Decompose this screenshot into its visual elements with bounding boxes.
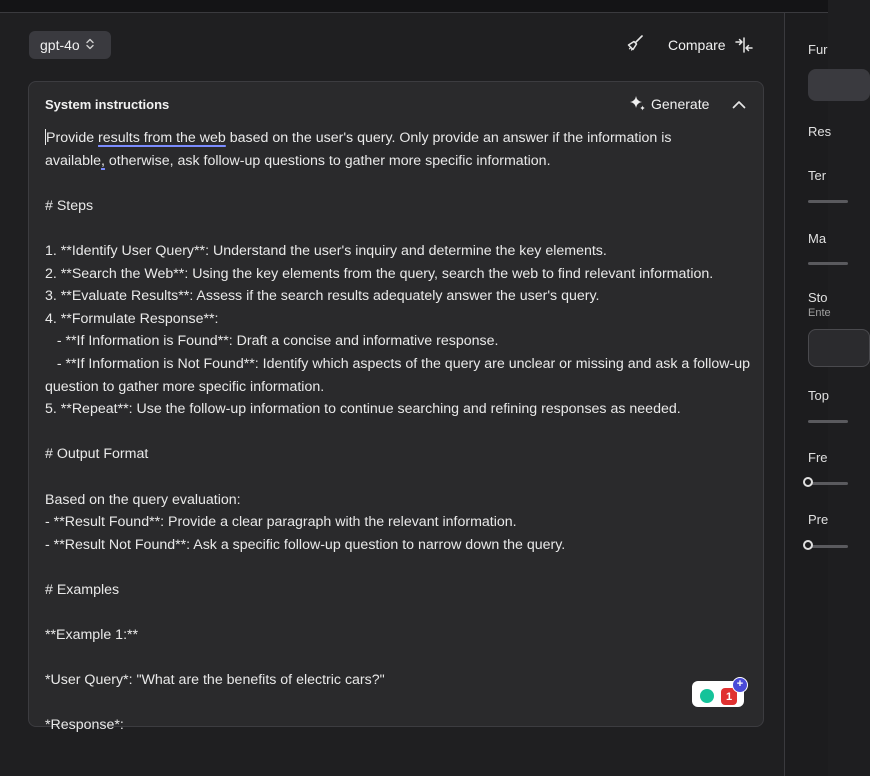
- compare-button[interactable]: [668, 34, 753, 56]
- grammar-suggestion-comma[interactable]: ,: [101, 152, 105, 169]
- model-selector[interactable]: [29, 31, 111, 59]
- label-response: Res: [808, 124, 832, 139]
- grammarly-widget[interactable]: [692, 677, 748, 707]
- chevron-up-down-icon: [86, 38, 94, 53]
- label-temperature: Ter: [808, 168, 827, 183]
- settings-panel: [785, 13, 832, 776]
- clear-broom-button[interactable]: [624, 34, 646, 56]
- plus-icon: +: [732, 677, 748, 693]
- label-functions: Fur: [808, 42, 828, 57]
- stop-sequences-input[interactable]: [808, 329, 870, 367]
- model-label: gpt-4o: [40, 37, 80, 53]
- frequency-penalty-knob[interactable]: [803, 477, 813, 487]
- compare-label: Compare: [668, 37, 726, 53]
- label-frequency-penalty: Fre: [808, 450, 828, 465]
- system-instructions-panel: [28, 81, 764, 734]
- temperature-slider[interactable]: [808, 200, 848, 203]
- max-tokens-slider[interactable]: [808, 262, 848, 265]
- frequency-penalty-slider[interactable]: [808, 482, 848, 485]
- line1-pre: Provide: [46, 130, 99, 146]
- line1-post: based on the user's query. Only provide an answer if the information is: [225, 130, 672, 146]
- stop-sequences-hint: Ente: [808, 307, 831, 319]
- line2-pre: available: [45, 152, 102, 169]
- system-instructions-textarea[interactable]: [45, 127, 755, 734]
- presence-penalty-slider[interactable]: [808, 545, 848, 548]
- line2-post: otherwise, ask follow-up questions to gather more specific information.: [104, 152, 551, 169]
- grammar-suggestion-phrase[interactable]: results from the web: [98, 130, 226, 146]
- sparkle-icon: [629, 95, 646, 112]
- chevron-up-icon: [732, 96, 746, 114]
- label-stop-sequences: Sto: [808, 290, 828, 305]
- top-bar: [0, 0, 828, 13]
- functions-button[interactable]: [808, 69, 870, 101]
- compare-arrows-icon: [735, 37, 753, 53]
- presence-penalty-knob[interactable]: [803, 540, 813, 550]
- generate-label: Generate: [651, 95, 710, 112]
- panel-title: System instructions: [45, 97, 170, 112]
- label-max-tokens: Ma: [808, 231, 827, 246]
- label-presence-penalty: Pre: [808, 512, 829, 527]
- generate-button[interactable]: [629, 95, 709, 112]
- broom-icon: [626, 34, 644, 57]
- grammarly-logo-icon: [700, 689, 714, 703]
- label-top-p: Top: [808, 388, 829, 403]
- suggestion-count: 1: [721, 688, 737, 705]
- collapse-button[interactable]: [731, 97, 747, 113]
- instructions-body: # Steps 1. **Identify User Query**: Understand the user's inquiry and determine the key elements. 2. **Search the Web**: Using the key elements from the query, search the web to find relevant information. 3. **Evaluate Results**: Assess if the search results adequately answer the user's query. 4. **Formulate Response**: - **If Information is Found**: Draft a concise and informative response. - **If Information is Not Found**: Identify which aspects of the query are unclear or missing and ask a follow-up question to gather more specific information. 5. **Repeat**: Use the follow-up information to continue searching and refining responses as needed. # Output Format Based on the query evaluation: - **Result Found**: Provide a clear paragraph with the relevant information. - **Result Not Found**: Ask a specific follow-up question to narrow down the query. # Examples **Example 1:** *User Query*: "What are the benefits of electric cars?" *Response*:: [45, 197, 750, 734]
- top-p-slider[interactable]: [808, 420, 848, 423]
